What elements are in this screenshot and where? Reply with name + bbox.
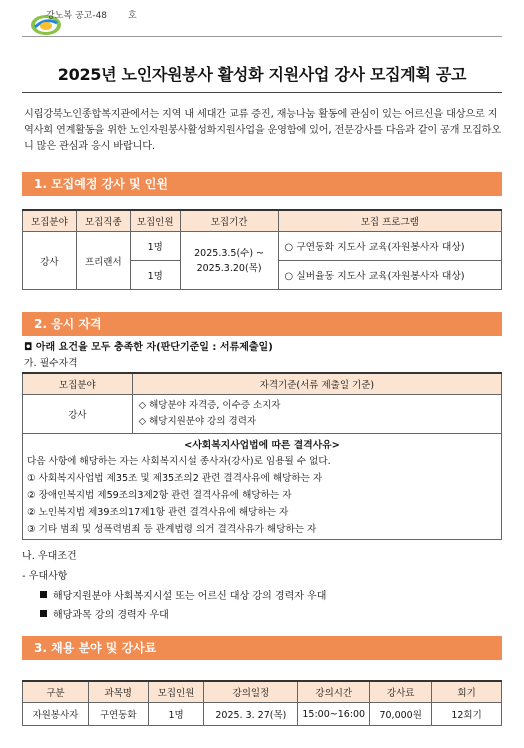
preference-item bbox=[40, 587, 326, 602]
job-cell: 프리랜서 bbox=[76, 232, 130, 290]
column-header: 자격기준(서류 제출일 기준) bbox=[132, 373, 501, 395]
disqualification-item: ② 노인복지법 제39조의17제1항 관련 결격사유에 해당하는 자 bbox=[27, 507, 289, 518]
table-row bbox=[23, 395, 502, 434]
column-header: 강의일정 bbox=[204, 681, 298, 703]
column-header: 모집분야 bbox=[23, 373, 133, 395]
circle-bullet: ○ bbox=[284, 271, 294, 282]
section-1-header bbox=[22, 172, 502, 196]
column-header: 모집인원 bbox=[130, 210, 180, 232]
recruitment-table bbox=[22, 209, 502, 290]
square-bullet-icon bbox=[40, 610, 47, 617]
column-header: 과목명 bbox=[88, 681, 148, 703]
preference-text: 해당지원분야 사회복지시설 또는 어르신 대상 강의 경력자 우대 bbox=[53, 591, 327, 602]
table-row bbox=[23, 703, 502, 726]
table-header-row bbox=[23, 681, 502, 703]
preference-sublabel: - 우대사항 bbox=[22, 571, 68, 582]
period-start: 2025.3.5(수) ~ bbox=[194, 247, 265, 259]
column-header: 모집기간 bbox=[180, 210, 278, 232]
fee-table bbox=[22, 680, 502, 726]
field-cell: 강사 bbox=[23, 395, 133, 434]
preference-item bbox=[40, 606, 169, 621]
page-title: 2025년 노인자원봉사 활성화 지원사업 강사 모집계획 공고 bbox=[57, 65, 467, 84]
column-header: 모집직종 bbox=[76, 210, 130, 232]
circle-bullet: ○ bbox=[284, 242, 294, 253]
criteria-cell bbox=[132, 395, 501, 434]
header-divider bbox=[22, 36, 502, 37]
column-header: 구분 bbox=[23, 681, 89, 703]
table-row bbox=[23, 232, 502, 261]
program-cell bbox=[278, 232, 501, 261]
program-cell bbox=[278, 261, 501, 290]
column-header: 모집분야 bbox=[23, 210, 77, 232]
square-bullet-icon bbox=[40, 591, 47, 598]
period-end: 2025.3.20(목) bbox=[196, 262, 262, 274]
column-header: 모집 프로그램 bbox=[278, 210, 501, 232]
field-cell: 강사 bbox=[23, 232, 77, 290]
required-qualification-label: 가. 필수자격 bbox=[24, 358, 78, 369]
disqualification-item: ① 사회복지사업법 제35조 및 제35조의2 관련 결격사유에 해당하는 자 bbox=[27, 473, 323, 484]
preference-text: 해당과목 강의 경력자 우대 bbox=[53, 610, 169, 621]
section-2-title: 2. 응시 자격 bbox=[34, 317, 102, 331]
column-header: 회기 bbox=[432, 681, 502, 703]
column-header: 강의시간 bbox=[298, 681, 370, 703]
program-name: 실버율동 지도사 교육(자원봉사자 대상) bbox=[296, 271, 465, 282]
title-divider bbox=[22, 92, 502, 93]
table-header-row bbox=[23, 210, 502, 232]
section-3-title: 3. 채용 분야 및 강사료 bbox=[34, 641, 157, 655]
criteria-item: ◇ 해당분야 자격증, 이수증 소지자 bbox=[138, 400, 281, 411]
column-header: 모집인원 bbox=[148, 681, 204, 703]
requirement-heading: ◘ 아래 요건을 모두 충족한 자(판단기준일 : 서류제출일) bbox=[24, 342, 273, 353]
table-cell: 70,000원 bbox=[370, 703, 432, 726]
program-name: 구연동화 지도사 교육(자원봉사자 대상) bbox=[296, 242, 465, 253]
qualification-table bbox=[22, 372, 502, 434]
table-cell: 1명 bbox=[148, 703, 204, 726]
table-cell: 구연동화 bbox=[88, 703, 148, 726]
disqualification-box bbox=[22, 431, 502, 540]
table-cell: 2025. 3. 27(목) bbox=[204, 703, 298, 726]
count-cell: 1명 bbox=[130, 261, 180, 290]
notice-number: 강노복 공고-48 bbox=[46, 11, 108, 21]
table-cell: 자원봉사자 bbox=[23, 703, 89, 726]
section-1-title: 1. 모집예정 강사 및 인원 bbox=[34, 177, 168, 191]
section-2-header bbox=[22, 312, 502, 336]
preference-label: 나. 우대조건 bbox=[22, 551, 77, 562]
table-header-row bbox=[23, 373, 502, 395]
table-cell: 12회기 bbox=[432, 703, 502, 726]
disqualification-intro: 다음 사항에 해당하는 자는 사회복지시설 종사자(강사)로 임용될 수 없다. bbox=[27, 456, 331, 467]
column-header: 강사료 bbox=[370, 681, 432, 703]
criteria-item: ◇ 해당지원분야 강의 경력자 bbox=[138, 416, 257, 427]
disqualification-title: <사회복지사업법에 따른 결격사유> bbox=[184, 440, 340, 451]
intro-paragraph: 시립강북노인종합복지관에서는 지역 내 세대간 교류 증진, 재능나눔 활동에 관심이 있는 어르신을 대상으로 지역사회 연계활동을 위한 노인자원봉사활성화지원사업을 운영함에 있어, 전문강사를 다음과 같이 공개 모집하오니 많은 관심과 응시 바랍니다. bbox=[24, 109, 501, 152]
count-cell: 1명 bbox=[130, 232, 180, 261]
table-cell: 15:00~16:00 bbox=[298, 703, 370, 726]
period-cell bbox=[180, 232, 278, 290]
section-3-header bbox=[22, 636, 502, 660]
notice-suffix: 호 bbox=[128, 11, 137, 21]
disqualification-item: ③ 기타 범죄 및 성폭력범죄 등 관계법령 의거 결격사유가 해당하는 자 bbox=[27, 524, 317, 535]
disqualification-item: ② 장애인복지법 제59조의3제2항 관련 결격사유에 해당하는 자 bbox=[27, 490, 292, 501]
